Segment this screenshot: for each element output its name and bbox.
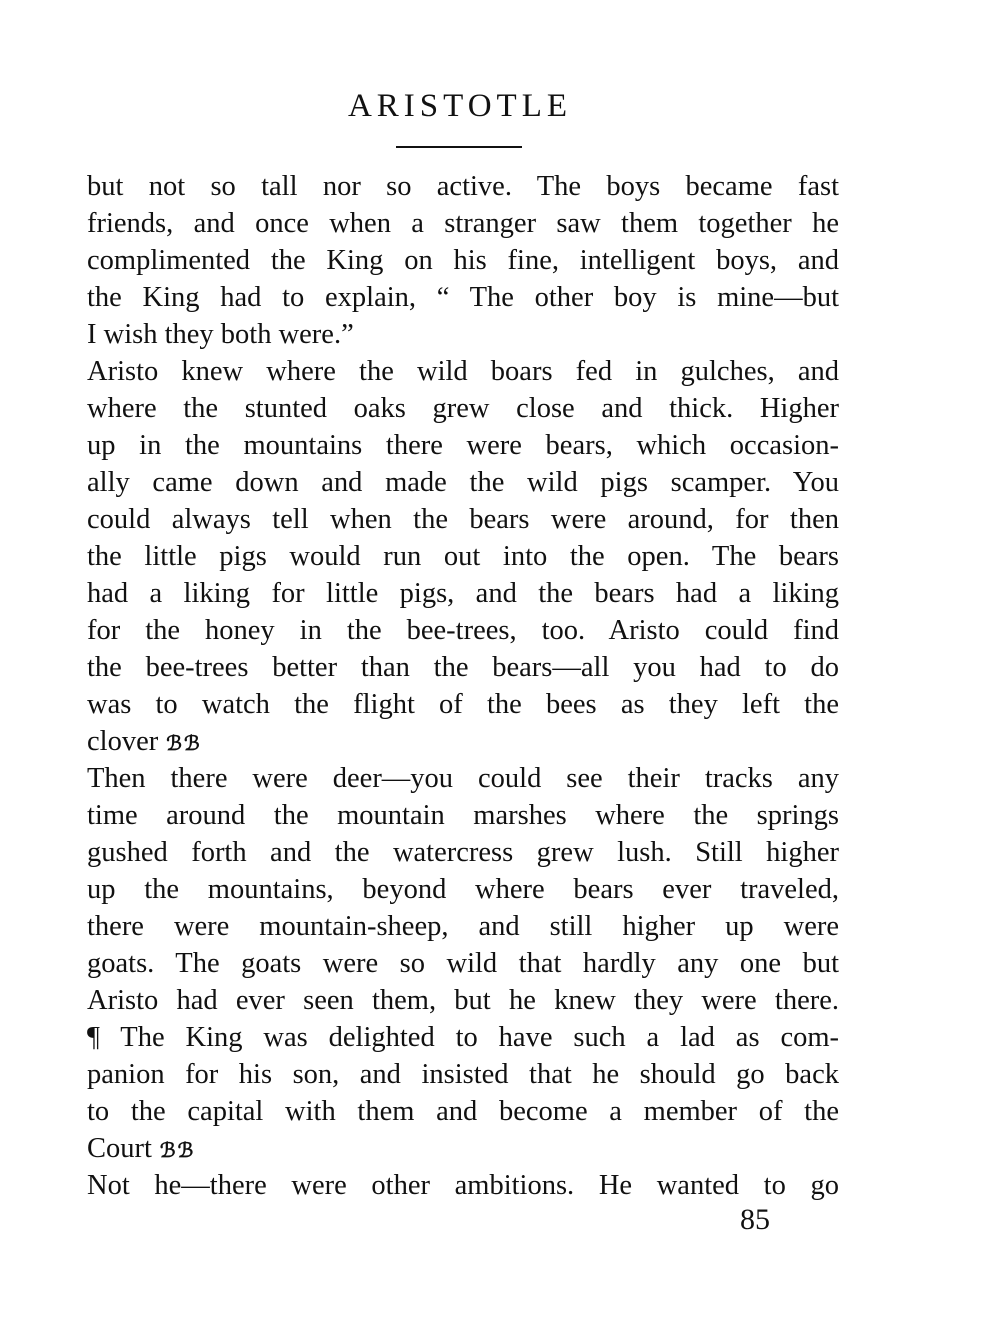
text-line bbox=[87, 390, 839, 427]
text-line bbox=[87, 945, 839, 982]
text-line-content: clover bbox=[87, 726, 159, 757]
text-line-content: but not so tall nor so active. The boys became fast bbox=[87, 171, 839, 202]
text-line bbox=[87, 1056, 839, 1093]
text-line bbox=[87, 316, 839, 353]
text-line bbox=[87, 686, 839, 723]
text-line bbox=[87, 797, 839, 834]
text-line-content: ally came down and made the wild pigs scamper. You bbox=[87, 467, 839, 498]
text-line bbox=[87, 353, 839, 390]
text-line-content: Aristo knew where the wild boars fed in gulches, and bbox=[87, 356, 839, 387]
text-line-content: up the mountains, beyond where bears ever traveled, bbox=[87, 874, 839, 905]
text-line-content: I wish they both were.” bbox=[87, 319, 354, 350]
text-line bbox=[87, 760, 839, 797]
text-line bbox=[87, 575, 839, 612]
text-line-content: for the honey in the bee-trees, too. Aristo could find bbox=[87, 615, 839, 646]
text-line bbox=[87, 501, 839, 538]
text-line-content: the King had to explain, “ The other boy is mine—but bbox=[87, 282, 839, 313]
text-line-content: Then there were deer—you could see their tracks any bbox=[87, 763, 839, 794]
text-line bbox=[87, 1167, 839, 1204]
text-line-content: the bee-trees better than the bears—all you had to do bbox=[87, 652, 839, 683]
text-line-content: friends, and once when a stranger saw them together he bbox=[87, 208, 839, 239]
text-line bbox=[87, 1130, 839, 1167]
text-line bbox=[87, 1019, 839, 1056]
text-line bbox=[87, 908, 839, 945]
text-line-content: ¶ The King was delighted to have such a lad as com- bbox=[87, 1022, 839, 1053]
text-line bbox=[87, 834, 839, 871]
text-line bbox=[87, 982, 839, 1019]
page-number: 85 bbox=[740, 1203, 770, 1236]
text-line bbox=[87, 871, 839, 908]
ornament-icon: ℬℬ bbox=[159, 1140, 196, 1162]
text-line bbox=[87, 464, 839, 501]
text-line-content: where the stunted oaks grew close and thick. Higher bbox=[87, 393, 839, 424]
body-text bbox=[87, 168, 839, 1204]
text-line bbox=[87, 538, 839, 575]
text-line bbox=[87, 168, 839, 205]
text-line-content: had a liking for little pigs, and the bears had a liking bbox=[87, 578, 839, 609]
text-line-content: to the capital with them and become a member of the bbox=[87, 1096, 839, 1127]
text-line bbox=[87, 279, 839, 316]
text-line-content: the little pigs would run out into the open. The bears bbox=[87, 541, 839, 572]
text-line-content: panion for his son, and insisted that he should go back bbox=[87, 1059, 839, 1090]
ornament-icon: ℬℬ bbox=[166, 733, 202, 755]
text-line-content: Court bbox=[87, 1133, 152, 1164]
text-line-content: goats. The goats were so wild that hardly any one but bbox=[87, 948, 839, 979]
text-line-content: there were mountain-sheep, and still higher up were bbox=[87, 911, 839, 942]
text-line bbox=[87, 1093, 839, 1130]
text-line bbox=[87, 612, 839, 649]
text-line bbox=[87, 723, 839, 760]
text-line-content: Aristo had ever seen them, but he knew they were there. bbox=[87, 985, 839, 1016]
text-line-content: could always tell when the bears were around, for then bbox=[87, 504, 839, 535]
text-line bbox=[87, 205, 839, 242]
running-head: ARISTOTLE bbox=[347, 88, 573, 124]
text-line bbox=[87, 242, 839, 279]
text-line-content: was to watch the flight of the bees as they left the bbox=[87, 689, 839, 720]
text-line bbox=[87, 649, 839, 686]
text-line bbox=[87, 427, 839, 464]
head-rule bbox=[396, 146, 522, 148]
text-line-content: time around the mountain marshes where the springs bbox=[87, 800, 839, 831]
text-line-content: up in the mountains there were bears, which occasion- bbox=[87, 430, 839, 461]
text-line-content: gushed forth and the watercress grew lush. Still higher bbox=[87, 837, 839, 868]
text-line-content: Not he—there were other ambitions. He wanted to go bbox=[87, 1170, 839, 1201]
text-line-content: complimented the King on his fine, intelligent boys, and bbox=[87, 245, 839, 276]
